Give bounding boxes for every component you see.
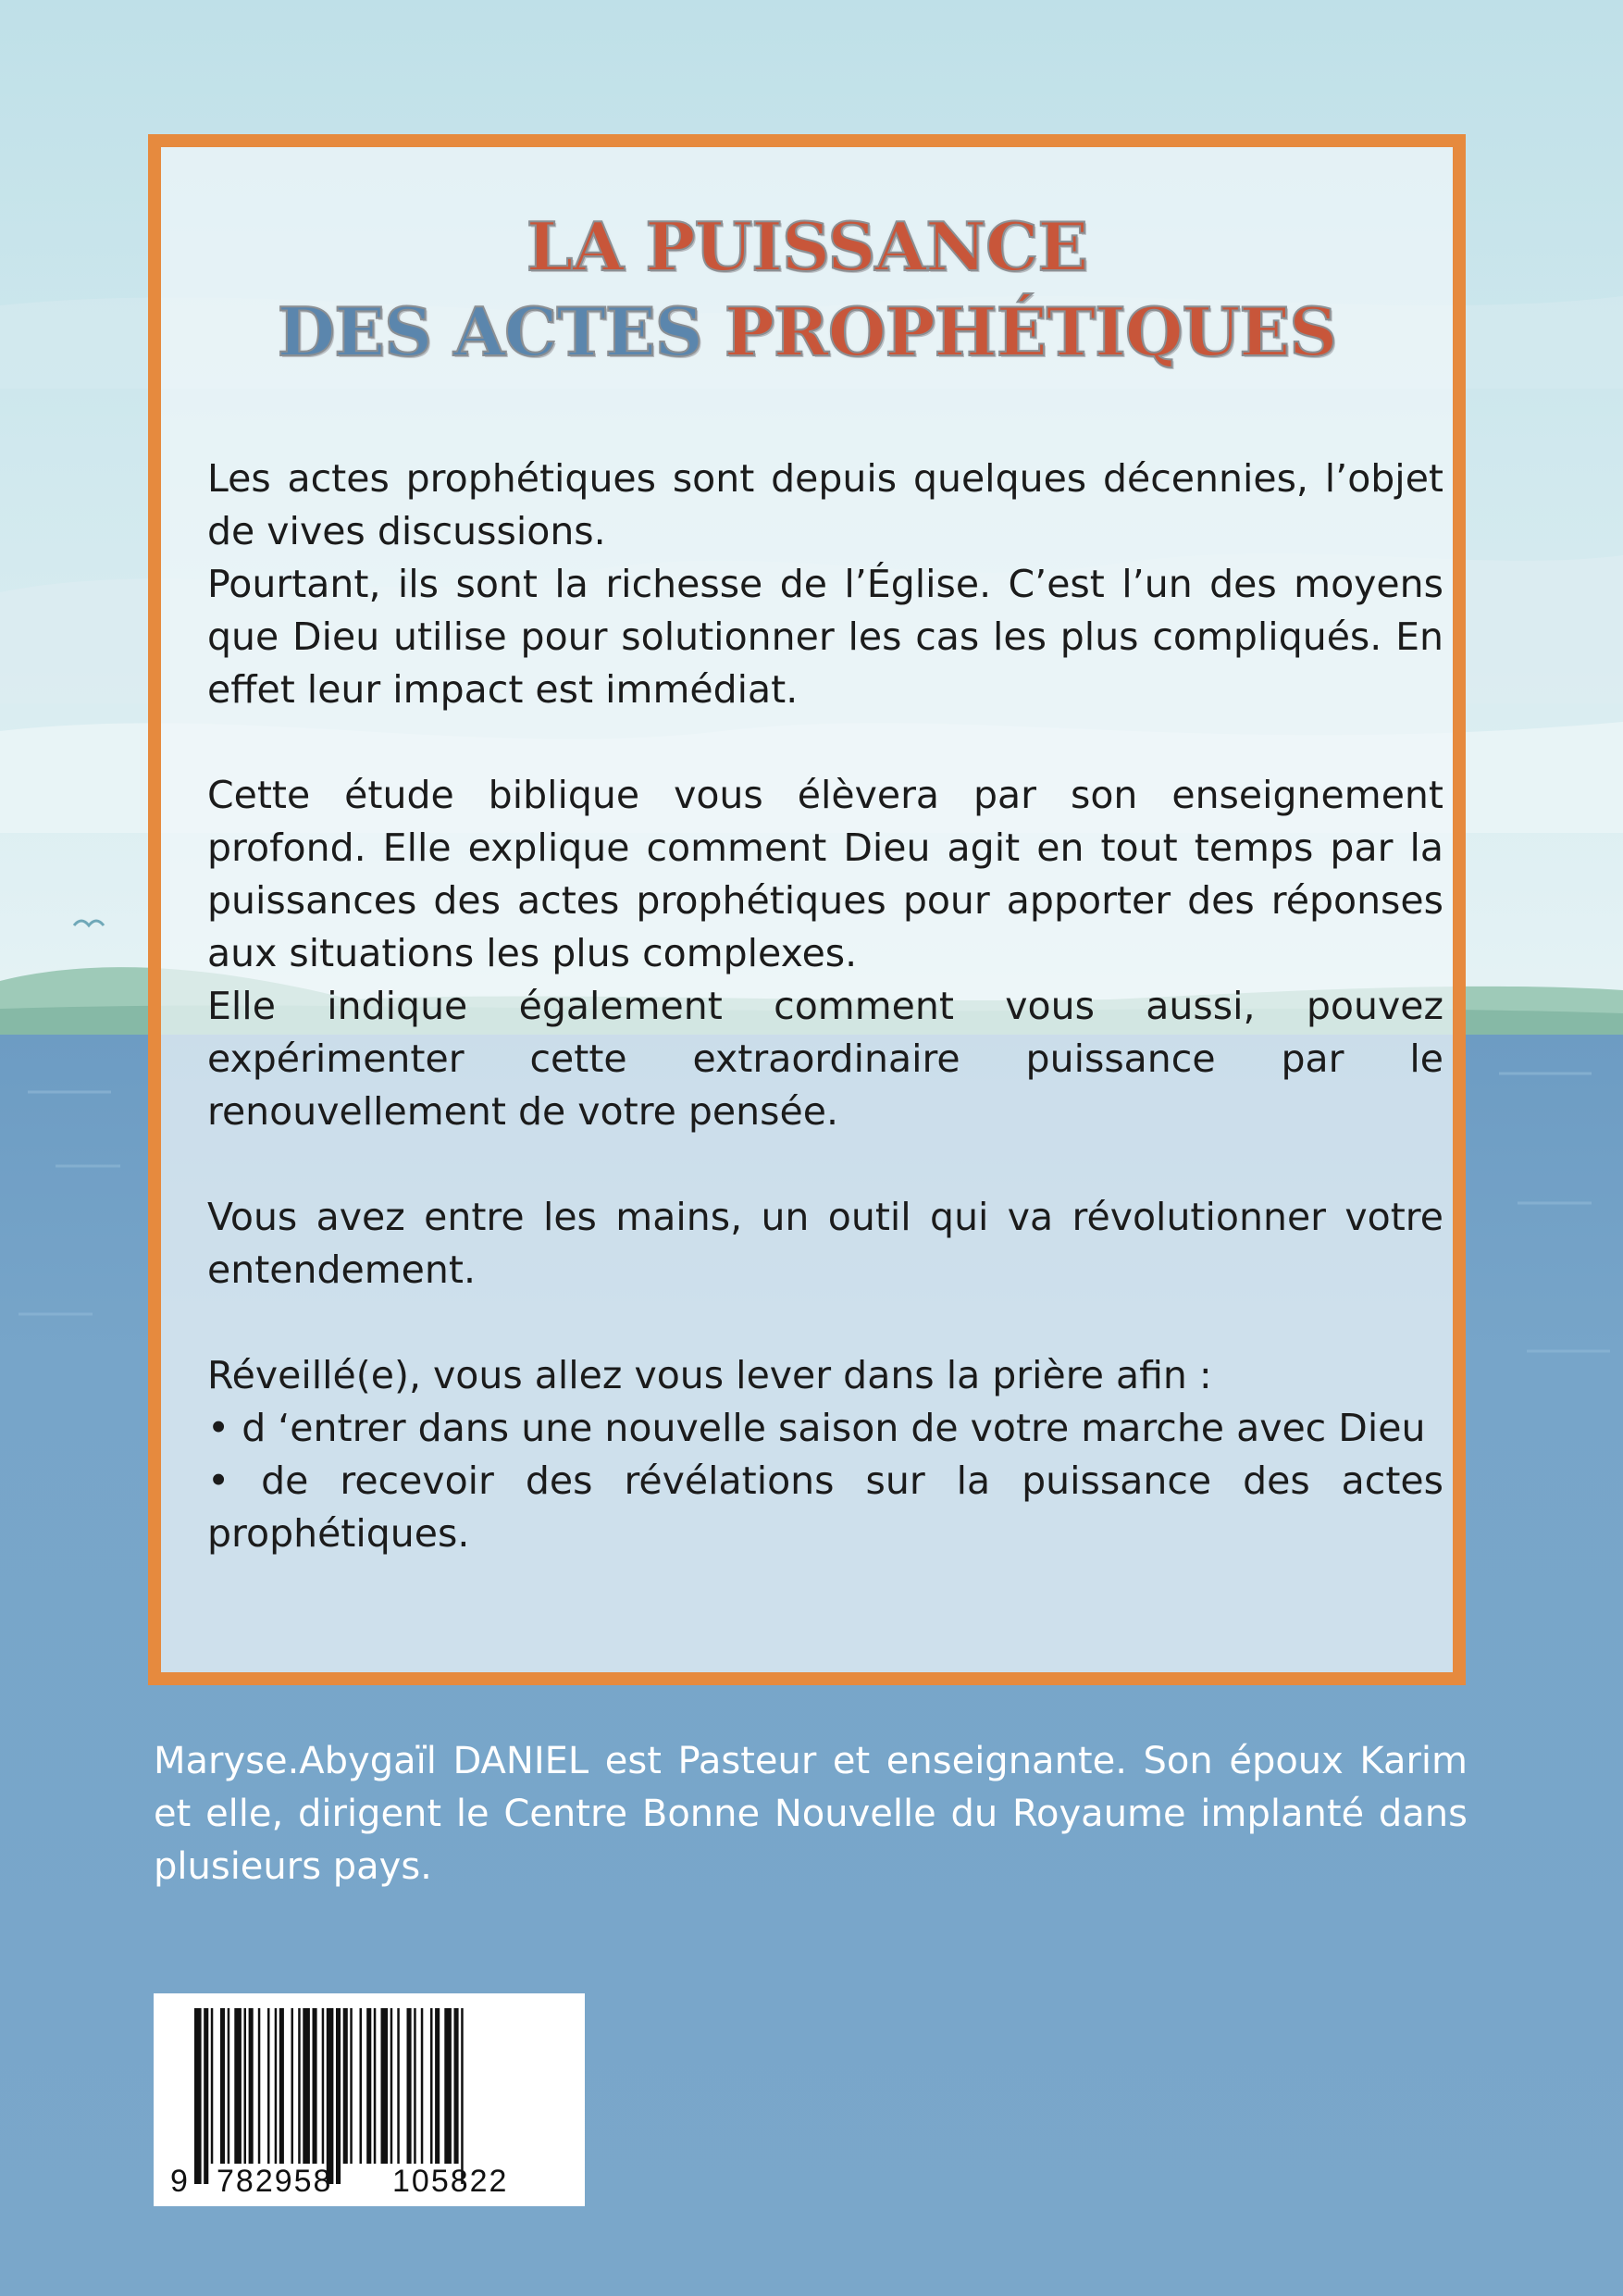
barcode-bar — [454, 2008, 459, 2164]
barcode-bar — [279, 2008, 284, 2164]
paragraph: Les actes prophétiques sont depuis quelques décennies, l’objet de vives discussions. — [207, 456, 1443, 553]
barcode-bar — [435, 2008, 440, 2164]
barcode-bar — [249, 2008, 254, 2164]
barcode-bar — [381, 2008, 389, 2164]
barcode-bar — [244, 2008, 247, 2164]
barcode-bar — [298, 2008, 301, 2164]
paragraph: Réveillé(e), vous allez vous lever dans la prière afin : — [207, 1353, 1212, 1397]
barcode-digits-left: 782958 — [217, 2164, 333, 2199]
barcode-bar — [267, 2008, 270, 2164]
barcode-bar — [350, 2008, 353, 2164]
isbn-barcode — [154, 1993, 585, 2206]
barcode-bar — [313, 2008, 317, 2164]
title-line-2-orange: PROPHÉTIQUES — [724, 292, 1337, 371]
barcode-bar — [303, 2008, 310, 2164]
barcode-digit-first: 9 — [170, 2164, 188, 2199]
barcode-bar — [360, 2008, 363, 2164]
book-title — [161, 205, 1453, 375]
barcode-bar — [366, 2008, 371, 2164]
barcode-bar — [397, 2008, 400, 2164]
barcode-bar — [343, 2008, 348, 2164]
text-panel — [148, 134, 1466, 1685]
barcode-bar — [258, 2008, 261, 2164]
barcode-bar — [228, 2008, 230, 2164]
barcode-bar — [194, 2008, 202, 2184]
barcode-bar — [220, 2008, 225, 2164]
barcode-bar — [390, 2008, 393, 2164]
barcode-bar — [275, 2008, 278, 2164]
bullet-item: • d ‘entrer dans une nouvelle saison de votre marche avec Dieu — [207, 1406, 1426, 1450]
bullet-item: • de recevoir des révélations sur la puissance des actes prophétiques. — [207, 1458, 1443, 1556]
barcode-bar — [291, 2008, 294, 2164]
barcode-bar — [327, 2008, 334, 2184]
barcode-bar — [444, 2008, 452, 2164]
barcode-bar — [234, 2008, 242, 2164]
barcode-bar — [421, 2008, 424, 2164]
barcode-bar — [204, 2008, 208, 2184]
paragraph: Elle indique également comment vous aussi, pouvez expérimenter cette extraordinaire puissance par le renouvellement de votre pensée. — [207, 984, 1443, 1134]
barcode-bar — [407, 2008, 412, 2164]
barcode-bar — [336, 2008, 341, 2184]
title-line-2-blue: DES ACTES — [277, 292, 725, 371]
barcode-bar — [414, 2008, 416, 2164]
barcode-digits-right: 105822 — [392, 2164, 509, 2199]
back-cover-text — [207, 453, 1443, 1560]
paragraph: Pourtant, ils sont la richesse de l’Église. C’est l’un des moyens que Dieu utilise pour solutionner les cas les plus compliqués. En effet leur impact est immédiat. — [207, 562, 1443, 712]
title-line-2 — [161, 290, 1453, 375]
barcode-bar — [374, 2008, 377, 2164]
barcode-bar — [322, 2008, 325, 2164]
paragraph: Vous avez entre les mains, un outil qui va révolutionner votre entendement. — [207, 1195, 1443, 1292]
barcode-bar — [461, 2008, 464, 2184]
barcode-bar — [211, 2008, 214, 2164]
title-line-1: LA PUISSANCE — [526, 207, 1088, 286]
author-bio: Maryse.Abygaïl DANIEL est Pasteur et enseignante. Son époux Karim et elle, dirigent le Centre Bonne Nouvelle du Royaume implanté dans plusieurs pays. — [154, 1740, 1468, 1888]
barcode-bar — [430, 2008, 433, 2164]
paragraph: Cette étude biblique vous élèvera par son enseignement profond. Elle explique comment Dieu agit en tout temps par la puissances des actes prophétiques pour apporter des réponses aux situations les plus complexes. — [207, 773, 1443, 975]
